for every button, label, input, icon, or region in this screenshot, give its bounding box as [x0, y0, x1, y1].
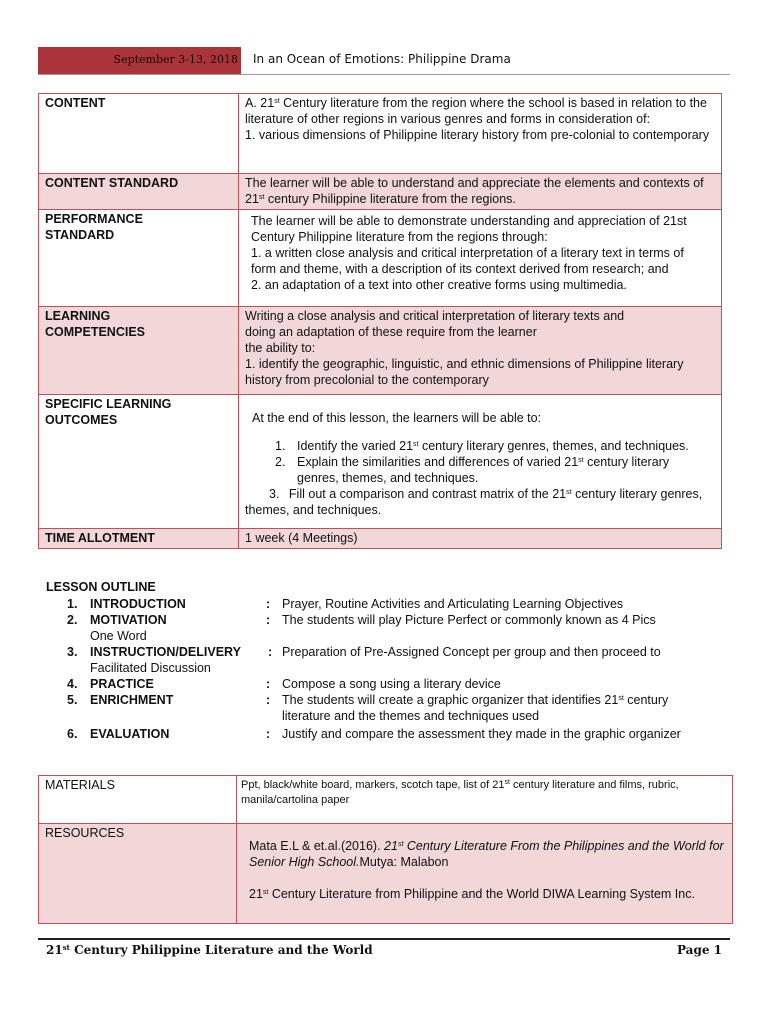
materials-text: Ppt, black/white board, markers, scotch tape, list of 21st century literature and films, rubric, manila/cartolina paper [237, 776, 733, 824]
content-text: A. 21st Century literature from the region where the school is based in relation to the literature of other regions in various genres and forms in consideration of: 1. various dimensions of Philippine literary history from pre-colonial to contemporary [239, 94, 722, 174]
performance-standard-row [39, 210, 722, 307]
reference-2: 21st Century Literature from Philippine and the World DIWA Learning System Inc. [249, 887, 695, 901]
content-standard-label: CONTENT STANDARD [39, 174, 239, 210]
outcome-1: 1. Identify the varied 21st century literary genres, themes, and techniques. [275, 439, 689, 453]
outline-item: 4. PRACTICE : Compose a song using a literary device [67, 677, 501, 691]
date-text: September 3-13, 2018 [113, 53, 238, 66]
time-allotment-label: TIME ALLOTMENT [39, 529, 239, 549]
performance-standard-label: PERFORMANCE STANDARD [39, 210, 239, 307]
outcome-2: 2. Explain the similarities and differences of varied 21st century literary genres, themes, and techniques. [275, 455, 670, 485]
content-label: CONTENT [39, 94, 239, 174]
materials-row [39, 776, 733, 824]
resources-label: RESOURCES [39, 824, 237, 924]
specific-learning-outcomes-row [39, 395, 722, 529]
materials-label: MATERIALS [39, 776, 237, 824]
outcome-3: 3. Fill out a comparison and contrast matrix of the 21st century literary genres, themes, and techniques. [245, 487, 703, 517]
page-number: Page 1 [676, 943, 722, 957]
header-rule [38, 74, 730, 75]
reference-1: Mata E.L & et.al.(2016). 21st Century Literature From the Philippines and the World for Senior High School.Mutya: Malabon [249, 839, 724, 869]
outline-item: 6. EVALUATION : Justify and compare the assessment they made in the graphic organizer [67, 727, 681, 741]
content-standard-text: The learner will be able to understand and appreciate the elements and contexts of 21st century Philippine literature from the regions. [239, 174, 722, 210]
learning-competencies-text: Writing a close analysis and critical interpretation of literary texts and doing an adaptation of these require from the learner the ability to: 1. identify the geographic, linguistic, and ethnic dimensions of Philippine literary history from precolonial to the contemporary [239, 307, 722, 395]
outline-item: 3. INSTRUCTION/DELIVERY : Preparation of Pre-Assigned Concept per group and then proceed to [67, 645, 661, 659]
specific-learning-outcomes-label: SPECIFIC LEARNING OUTCOMES [39, 395, 239, 529]
footer-rule [38, 938, 730, 940]
resources-table [38, 775, 733, 924]
outline-item-continuation: literature and the themes and techniques used [282, 709, 540, 723]
learning-competencies-label: LEARNING COMPETENCIES [39, 307, 239, 395]
time-allotment-row [39, 529, 722, 549]
specific-learning-outcomes-text: At the end of this lesson, the learners will be able to: 1. Identify the varied 21st century literary genres, themes, and techniques. 2. Explain the similarities and differences of varied 21st century literary genres, themes, and techniques. 3. Fill out a comparison and contrast matrix of the 21st century literary genres, themes, and techniques. [239, 395, 722, 529]
lesson-outline [46, 578, 746, 742]
date-banner [38, 47, 241, 74]
content-row [39, 94, 722, 174]
outline-item: 2. MOTIVATION : The students will play Picture Perfect or commonly known as 4 Pics [67, 613, 656, 627]
document-title: In an Ocean of Emotions: Philippine Drama [253, 52, 511, 66]
time-allotment-value: 1 week (4 Meetings) [239, 529, 722, 549]
performance-standard-text: The learner will be able to demonstrate understanding and appreciation of 21st Century Philippine literature from the regions through: 1. a written close analysis and critical interpretation of a literary text in terms of form and theme, with a description of its context derived from research; and 2. an adaptation of a text into other creative forms using multimedia. [239, 210, 722, 307]
resources-text [237, 824, 733, 924]
resources-row [39, 824, 733, 924]
lesson-outline-title: LESSON OUTLINE [46, 580, 156, 594]
outline-item: 1. INTRODUCTION : Prayer, Routine Activities and Articulating Learning Objectives [67, 597, 624, 611]
outline-item-continuation: Facilitated Discussion [90, 661, 211, 675]
outline-item-continuation: One Word [90, 629, 147, 643]
outline-item: 5. ENRICHMENT : The students will create a graphic organizer that identifies 21st century [67, 693, 669, 707]
lesson-plan-table [38, 93, 722, 549]
content-standard-row [39, 174, 722, 210]
learning-competencies-row [39, 307, 722, 395]
footer-course-title: 21st Century Philippine Literature and the World [46, 943, 373, 957]
